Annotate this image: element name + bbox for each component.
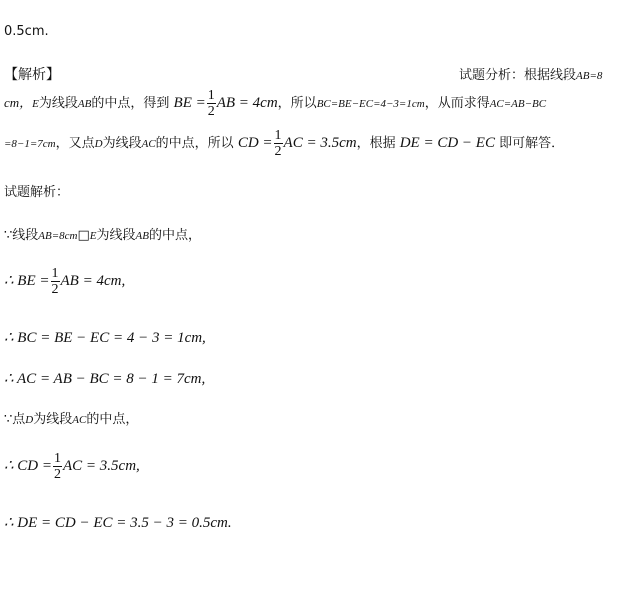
var-ac: AC xyxy=(72,414,87,426)
text: ，根据 xyxy=(356,136,396,151)
step-3: ∴ BC = BE − EC = 4 − 3 = 1cm, xyxy=(4,330,206,346)
fraction-half xyxy=(207,88,216,119)
text: ，从而求得 xyxy=(424,96,490,111)
solution-label: 试题解析： xyxy=(4,185,70,200)
fraction-den: 2 xyxy=(54,467,62,482)
fraction-half xyxy=(53,451,62,482)
step-1 xyxy=(4,224,201,243)
fraction-num: 1 xyxy=(54,451,62,466)
text: 的中点，所以 xyxy=(155,136,234,151)
jiexi-label: 【解析】 xyxy=(4,67,60,83)
formula-cd-left: CD = xyxy=(237,135,273,151)
var-d: D xyxy=(94,138,103,150)
formula-de: DE = CD − EC xyxy=(399,135,495,151)
text: 的中点， xyxy=(148,228,201,243)
var-ab: AB xyxy=(77,98,92,110)
var-ac: AC xyxy=(141,138,156,150)
fraction-den: 2 xyxy=(274,144,282,159)
ac-expr: AC=AB−BC xyxy=(489,98,547,110)
bc-expr: BC=BE−EC=4−3=1cm xyxy=(316,98,425,110)
step-7: ∴ DE = CD − EC = 3.5 − 3 = 0.5cm. xyxy=(4,515,232,531)
text: 的中点， xyxy=(86,412,139,427)
because-text: ∵点 xyxy=(4,412,26,427)
formula-be-left: ∴ BE = xyxy=(4,273,50,289)
fraction-num: 1 xyxy=(51,266,59,281)
fraction-half xyxy=(274,128,283,159)
analysis-label xyxy=(459,64,602,83)
text: 为线段 xyxy=(38,96,78,111)
formula-be-right: AB = 4cm xyxy=(216,95,278,111)
because-symbol-text: ∵线段 xyxy=(4,228,39,243)
step-5 xyxy=(4,408,138,427)
var-cm: cm， xyxy=(4,95,33,110)
step-2 xyxy=(4,266,125,297)
fraction-den: 2 xyxy=(207,104,215,119)
fraction-num: 1 xyxy=(207,88,215,103)
top-answer: 0.5cm. xyxy=(4,24,49,39)
text: 为线段 xyxy=(102,136,142,151)
formula-cd-right: AC = 3.5cm, xyxy=(63,458,140,474)
formula-be-left: BE = xyxy=(173,95,206,111)
var-ab8cm: AB=8cm xyxy=(38,230,78,242)
var-d: D xyxy=(25,414,34,426)
var-e: E xyxy=(89,230,97,242)
step-6 xyxy=(4,451,140,482)
text: 为线段 xyxy=(96,228,136,243)
text: 为线段 xyxy=(33,412,73,427)
text: ，所以 xyxy=(277,96,317,111)
var-e: E xyxy=(32,98,39,110)
fraction-half xyxy=(51,266,60,297)
expr-871: =8−1=7cm xyxy=(4,138,56,150)
text: ，又点 xyxy=(55,136,95,151)
formula-be-right: AB = 4cm, xyxy=(60,273,126,289)
text: 的中点，得到 xyxy=(91,96,170,111)
formula-cd-right: AC = 3.5cm xyxy=(283,135,357,151)
formula-cd-left: ∴ CD = xyxy=(4,458,53,474)
analysis-line-2 xyxy=(4,88,546,119)
analysis-label-text: 试题分析：根据线段 xyxy=(459,68,577,83)
var-ab: AB xyxy=(135,230,149,242)
analysis-line-3 xyxy=(4,128,564,159)
fraction-den: 2 xyxy=(51,282,59,297)
box-glyph: □ xyxy=(77,228,90,243)
var-ab8: AB=8 xyxy=(576,70,603,82)
fraction-num: 1 xyxy=(274,128,282,143)
step-4: ∴ AC = AB − BC = 8 − 1 = 7cm, xyxy=(4,371,206,387)
text: 即可解答． xyxy=(499,136,565,151)
